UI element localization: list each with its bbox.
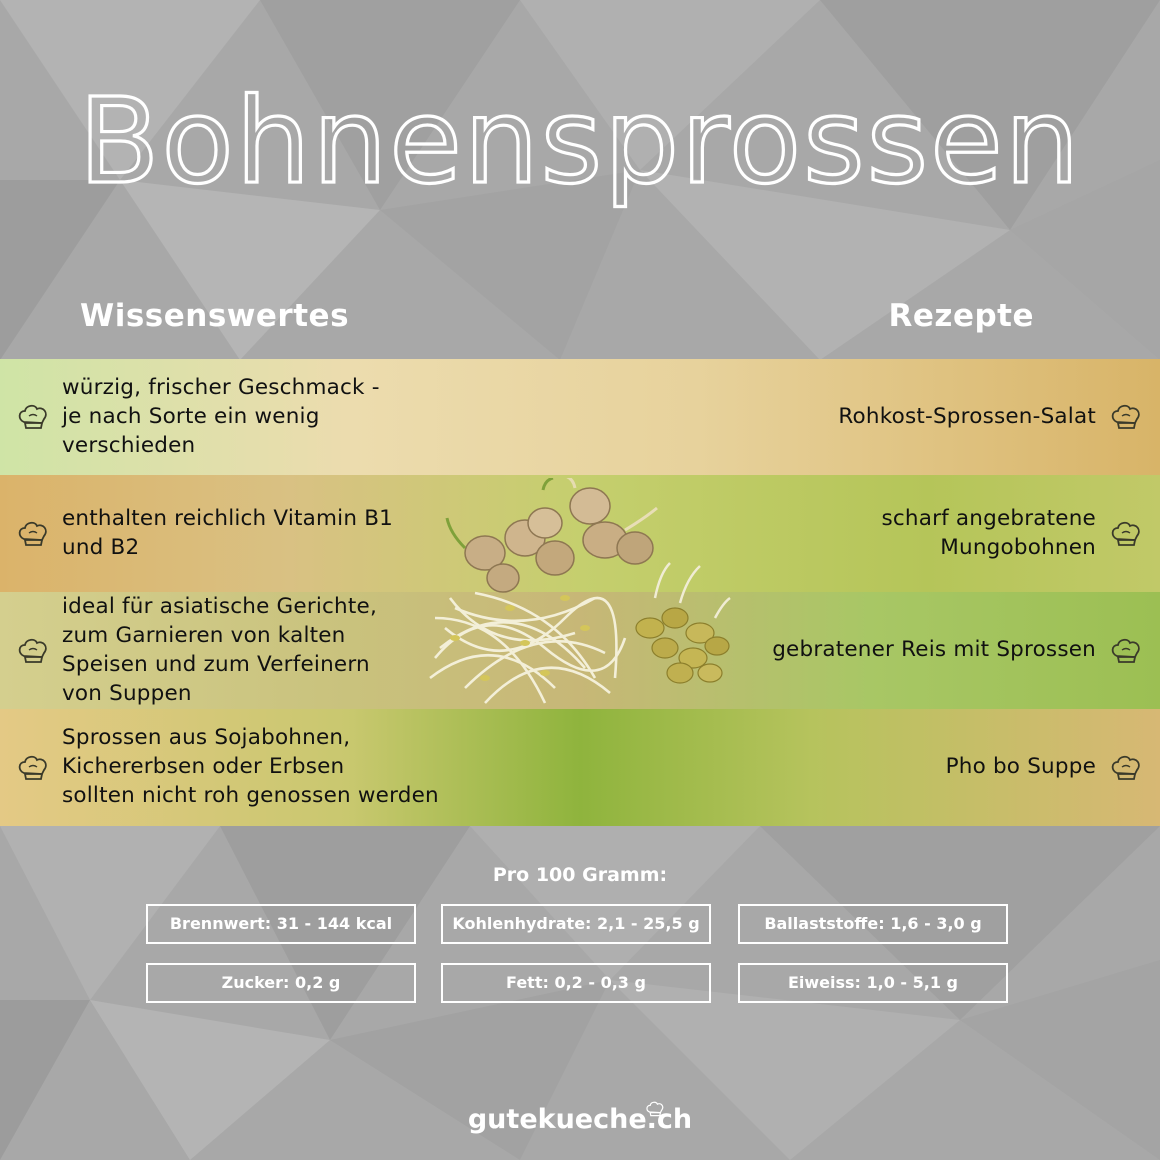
fact-item-3 xyxy=(62,592,377,708)
chef-hat-icon xyxy=(1109,402,1143,432)
brand-logo: gutekueche.ch xyxy=(467,1104,693,1135)
chef-hat-icon xyxy=(16,636,50,666)
recipe-line: gebratener Reis mit Sprossen xyxy=(772,637,1096,662)
fact-item-1 xyxy=(62,373,380,460)
chef-hat-icon xyxy=(1109,753,1143,783)
recipe-link-3[interactable] xyxy=(772,635,1096,664)
fact-line: zum Garnieren von kalten xyxy=(62,622,346,648)
recipe-link-1[interactable] xyxy=(838,402,1096,431)
facts-heading: Wissenswertes xyxy=(80,298,350,334)
sprouts-image xyxy=(425,478,745,708)
fact-item-2 xyxy=(62,504,393,562)
page-title xyxy=(0,62,1160,212)
nutrition-ballaststoffe: Ballaststoffe: 1,6 - 3,0 g xyxy=(738,904,1008,944)
nutrition-brennwert: Brennwert: 31 - 144 kcal xyxy=(146,904,416,944)
fact-line: Kichererbsen oder Erbsen xyxy=(62,754,345,779)
recipe-line: Rohkost-Sprossen-Salat xyxy=(838,403,1096,429)
nutrition-heading: Pro 100 Gramm: xyxy=(492,864,668,886)
page-title-text: Bohnensprossen xyxy=(78,72,1082,210)
fact-line: Speisen und zum Verfeinern xyxy=(62,651,370,677)
fact-item-4 xyxy=(62,723,439,810)
chef-hat-icon xyxy=(644,1100,666,1118)
chef-hat-icon xyxy=(16,519,50,549)
fact-line: von Suppen xyxy=(62,680,192,706)
recipe-line: Pho bo Suppe xyxy=(945,754,1096,779)
nutrition-eiweiss: Eiweiss: 1,0 - 5,1 g xyxy=(738,963,1008,1003)
recipe-link-4[interactable] xyxy=(946,752,1096,781)
recipes-heading: Rezepte xyxy=(888,298,1034,334)
chef-hat-icon xyxy=(1109,636,1143,666)
fact-line: würzig, frischer Geschmack - xyxy=(62,374,380,400)
recipe-line: scharf angebratene xyxy=(881,505,1096,531)
nutrition-zucker: Zucker: 0,2 g xyxy=(146,963,416,1003)
nutrition-fett: Fett: 0,2 - 0,3 g xyxy=(441,963,711,1003)
fact-line: Sprossen aus Sojabohnen, xyxy=(62,725,351,750)
chef-hat-icon xyxy=(1109,519,1143,549)
recipe-link-2[interactable] xyxy=(881,504,1096,562)
fact-line: enthalten reichlich Vitamin B1 xyxy=(62,505,394,531)
nutrition-kohlenhydrate: Kohlenhydrate: 2,1 - 25,5 g xyxy=(441,904,711,944)
chef-hat-icon xyxy=(16,402,50,432)
fact-line: ideal für asiatische Gerichte, xyxy=(62,593,377,619)
fact-line: sollten nicht roh genossen werden xyxy=(62,783,439,808)
fact-line: und B2 xyxy=(62,534,140,560)
chef-hat-icon xyxy=(16,753,50,783)
fact-line: verschieden xyxy=(62,432,196,458)
fact-line: je nach Sorte ein wenig xyxy=(62,403,320,429)
recipe-line: Mungobohnen xyxy=(940,534,1096,560)
